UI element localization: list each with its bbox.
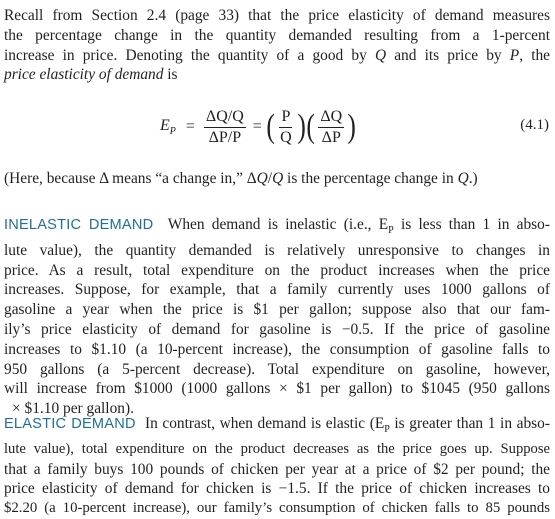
inelastic-line-1: INELASTIC DEMAND When demand is inelastic (i.e., $E_P$ is less than 1 in abso- [4, 216, 550, 237]
intro-line-1: Recall from Section 2.4 (page 33) that the price elasticity of demand measures [4, 7, 550, 24]
inelastic-paragraph [4, 215, 550, 419]
inelastic-line-5: gasoline a year when the price is $1 per gallon; suppose also that our fam- [4, 301, 550, 319]
fraction-percent-change: $\frac{\Delta Q/Q}{\Delta P/P}$ [205, 107, 244, 146]
elastic-line-1: ELASTIC DEMAND In contrast, when demand is elastic ($E_P$ is greater than 1 in abso- [4, 415, 550, 436]
inelastic-line-9: will increase from $1000 (1000 gallons × $1 per gallon) to $1045 (950 gallons [4, 380, 550, 398]
intro-line-2: the percentage change in the quantity demanded resulting from a 1-percent [4, 26, 550, 44]
inelastic-line-10: × $1.10 per gallon). [12, 400, 134, 418]
intro-paragraph [4, 6, 550, 85]
equation-number: (4.1) [520, 117, 549, 133]
intro-line-3: increase in price. Denoting the quantity of a good by Q and its price by P, the [4, 46, 550, 64]
elastic-heading: ELASTIC DEMAND [4, 416, 136, 432]
elastic-line-3: that a family buys 100 pounds of chicken per year at a price of $2 per pound; the [4, 460, 550, 478]
elastic-line-2: lute value), total expenditure on the product decreases as the price goes up. Suppose [4, 440, 550, 457]
elasticity-symbol: $E_P$ [160, 116, 176, 138]
inelastic-line-8: 950 gallons (a 5-percent decrease). Total expenditure on gasoline, however, [4, 360, 550, 378]
intro-line-4: price elasticity of demand is [4, 66, 178, 84]
elastic-line-5: $2.20 (a 10-percent increase), our family’s consumption of chicken falls to 85 pounds [4, 500, 550, 517]
delta-note: (Here, because Δ means “a change in,” ΔQ/Q is the percentage change in Q.) [4, 170, 478, 187]
term-price-elasticity: price elasticity of demand [4, 66, 164, 84]
inelastic-line-7: increases to $1.10 (a 10-percent increase), the consumption of gasoline falls to [4, 340, 550, 358]
inelastic-line-6: ily’s price elasticity of demand for gasoline is −0.5. If the price of gasoline [4, 321, 550, 339]
inelastic-line-4: increases. Suppose, for example, that a family currently uses 1000 gallons of [4, 281, 550, 299]
elastic-paragraph [4, 414, 550, 519]
fraction-delta-q-over-delta-p: $\frac{\Delta Q}{\Delta P}$ [320, 107, 343, 146]
elastic-line-4: price elasticity of demand for chicken is −1.5. If the price of chicken increases to [4, 480, 550, 498]
inelastic-line-3: price. As a result, total expenditure on the product increases when the price [4, 261, 550, 279]
inelastic-heading: INELASTIC DEMAND [4, 217, 154, 233]
equation-4-1: $E_P$ = $\frac{\Delta Q/Q}{\Delta P/P}$ = ( $\frac{P}{Q}$ ) ( $\frac{\Delta Q}{\Delta P}$ ) (4.1) [160, 107, 549, 146]
inelastic-line-2: lute value), the quantity demanded is relatively unresponsive to changes in [4, 241, 550, 259]
fraction-p-over-q: $\frac{P}{Q}$ [280, 107, 292, 146]
